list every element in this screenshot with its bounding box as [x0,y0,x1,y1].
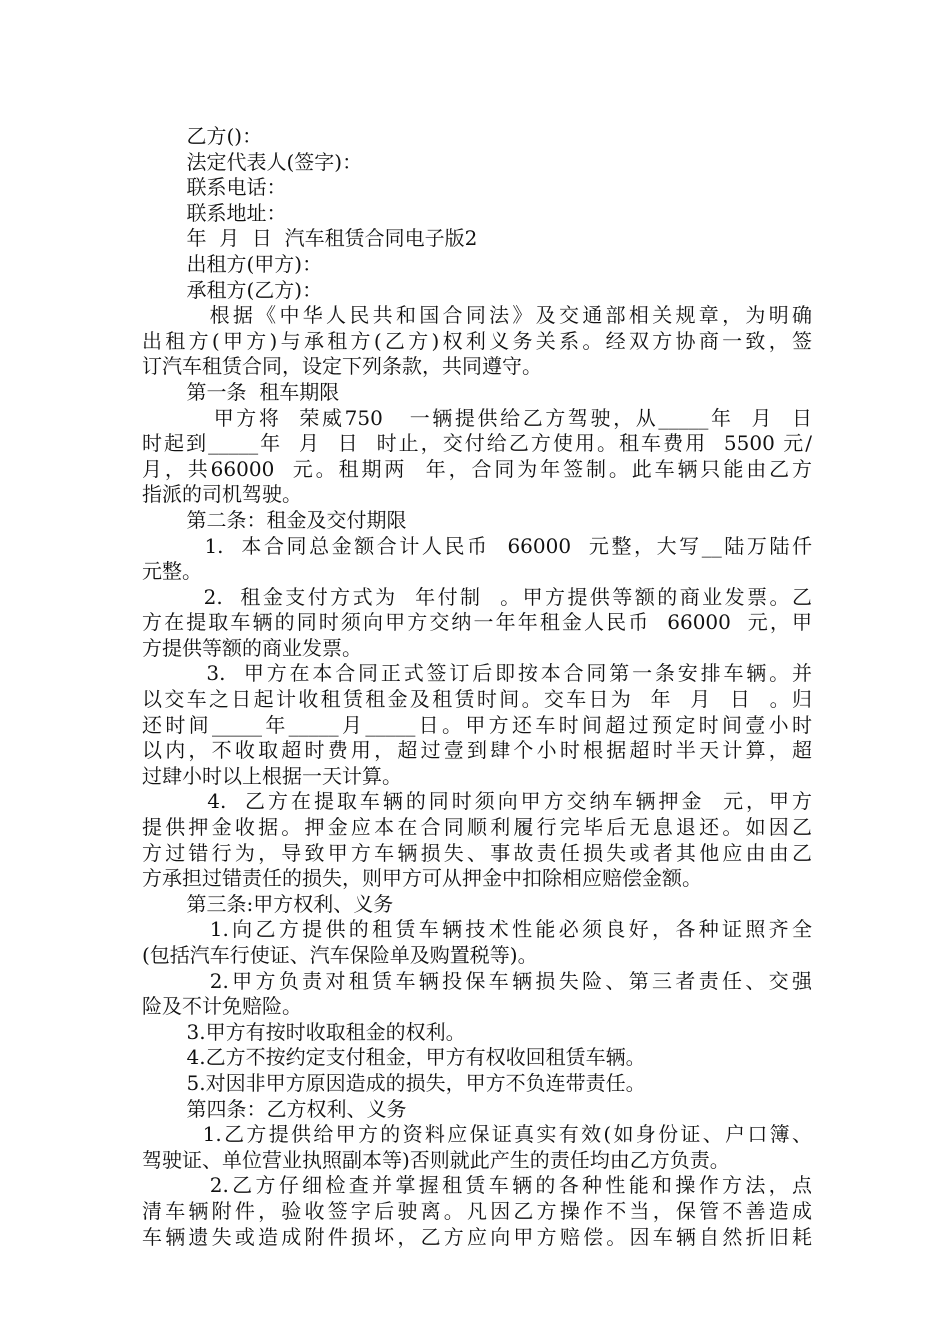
text-line: 方提供等额的商业发票。 [142,635,362,660]
text-line: 第一条 租车期限 [142,379,340,404]
text-line: 5.对因非甲方原因造成的损失，甲方不负连带责任。 [142,1070,646,1095]
text-line: 3.甲方有按时收取租金的权利。 [142,1019,466,1044]
text-line: 月，共66000 元。租期两 年，合同为年签制。此车辆只能由乙方 [142,456,812,481]
text-line: 联系地址： [142,200,287,225]
text-line: 法定代表人(签字)： [142,149,363,174]
text-line: 1.向乙方提供的租赁车辆技术性能必须良好，各种证照齐全 [142,917,812,942]
text-line: 方承担过错责任的损失，则甲方可从押金中扣除相应赔偿金额。 [142,866,702,891]
text-line: 甲方将 荣威750 一辆提供给乙方驾驶，从_____年 月 日 [142,405,812,430]
text-line: 以内，不收取超时费用，超过壹到肆个小时根据超时半天计算，超 [142,738,812,763]
text-line: 出租方(甲方)： [142,251,323,276]
text-line: 1. 本合同总金额合计人民币 66000 元整，大写__陆万陆仟 [142,533,812,558]
contract-page [142,124,812,1250]
text-line: 年 月 日 汽车租赁合同电子版2 [142,226,478,251]
text-line: 根据《中华人民共和国合同法》及交通部相关规章，为明确 [142,303,812,328]
text-line: 2.甲方负责对租赁车辆投保车辆损失险、第三者责任、交强 [142,968,812,993]
text-line: 以交车之日起计收租赁租金及租赁时间。交车日为 年 月 日 。归 [142,687,812,712]
text-line: 还时间_____年_____月_____日。甲方还车时间超过预定时间壹小时 [142,712,812,737]
text-line: 清车辆附件，验收签字后驶离。凡因乙方操作不当，保管不善造成 [142,1198,812,1223]
text-line: 元整。 [142,559,202,584]
text-line: 第二条：租金及交付期限 [142,507,407,532]
text-line: 方过错行为，导致甲方车辆损失、事故责任损失或者其他应由由乙 [142,840,812,865]
text-line: 承租方(乙方)： [142,277,323,302]
text-line: 驾驶证、单位营业执照副本等)否则就此产生的责任均由乙方负责。 [142,1147,730,1172]
text-line: 出租方(甲方)与承租方(乙方)权利义务关系。经双方协商一致，签 [142,328,812,353]
text-line: 险及不计免赔险。 [142,994,302,1019]
text-line: 2.乙方仔细检查并掌握租赁车辆的各种性能和操作方法，点 [142,1173,812,1198]
text-line: 乙方()： [142,124,263,148]
text-line: 1.乙方提供给甲方的资料应保证真实有效(如身份证、户口簿、 [142,1122,812,1147]
text-line: 联系电话： [142,175,287,200]
text-line: 车辆遗失或造成附件损坏，乙方应向甲方赔偿。因车辆自然折旧耗 [142,1224,812,1249]
text-line: 3. 甲方在本合同正式签订后即按本合同第一条安排车辆。并 [142,661,812,686]
text-line: 订汽车租赁合同，设定下列条款，共同遵守。 [142,354,542,379]
text-line: 指派的司机驾驶。 [142,482,302,507]
text-line: 时起到_____年 月 日 时止，交付给乙方使用。租车费用 5500 元/ [142,431,812,456]
text-line: 2. 租金支付方式为 年付制 。甲方提供等额的商业发票。乙 [142,584,812,609]
text-line: 提供押金收据。押金应本在合同顺利履行完毕后无息退还。如因乙 [142,815,812,840]
text-line: 第三条:甲方权利、义务 [142,891,394,916]
text-line: 方在提取车辆的同时须向甲方交纳一年年租金人民币 66000 元，甲 [142,610,812,635]
text-line: 4. 乙方在提取车辆的同时须向甲方交纳车辆押金 元，甲方 [142,789,812,814]
text-line: (包括汽车行使证、汽车保险单及购置税等)。 [142,943,538,967]
text-line: 过肆小时以上根据一天计算。 [142,763,402,788]
text-line: 4.乙方不按约定支付租金，甲方有权收回租赁车辆。 [142,1045,646,1070]
text-line: 第四条：乙方权利、义务 [142,1096,407,1121]
